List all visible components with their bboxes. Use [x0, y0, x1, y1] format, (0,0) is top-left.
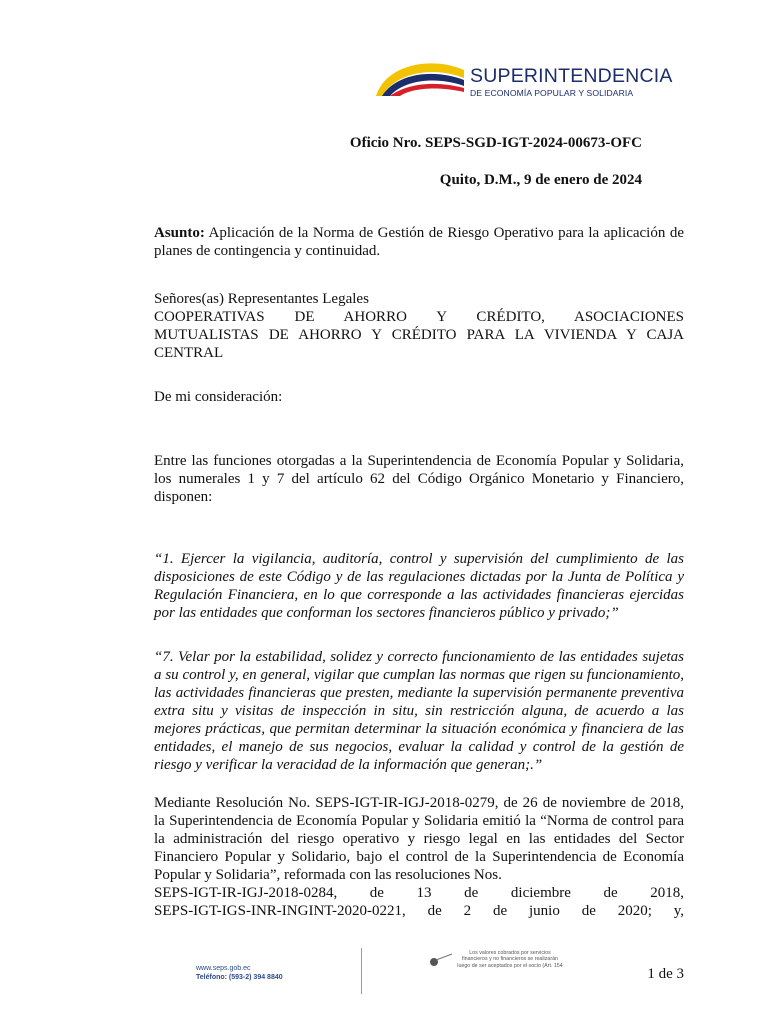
footer-phone: Teléfono: (593-2) 394 8840: [196, 974, 283, 981]
asunto-block: [154, 224, 684, 260]
seps-logo-mark-icon: [372, 56, 472, 102]
paragraph-resolution-line-2: SEPS-IGT-IR-IGJ-2018-0284, de 13 de diciembre de 2018,: [154, 885, 684, 901]
footer-note: Los valores cobrados por servicios financieros y no financieros se realizarán luego de ser aceptados por el socio (Art. 154: [457, 950, 563, 969]
recipients-line-4: CENTRAL: [154, 345, 224, 361]
recipients-line-2: COOPERATIVAS DE AHORRO Y CRÉDITO, ASOCIACIONES: [154, 309, 684, 325]
footer-website-link[interactable]: www.seps.gob.ec: [196, 965, 251, 972]
paragraph-resolution-text: Mediante Resolución No. SEPS-IGT-IR-IGJ-2018-0279, de 26 de noviembre de 2018, la Superintendencia de Economía Popular y Solidaria emitió la “Norma de control para la administración del riesgo operativo y riesgo legal en las entidades del Sector Financiero Popular y Solidario, bajo el control de la Superintendencia de Economía Popular y Solidaria”, reformada con las resoluciones Nos.: [154, 795, 684, 883]
recipients-block: [154, 290, 684, 362]
footer-pen-icon: [428, 952, 454, 968]
asunto-label: Asunto:: [154, 225, 205, 241]
greeting: De mi consideración:: [154, 389, 283, 405]
paragraph-functions: Entre las funciones otorgadas a la Superintendencia de Economía Popular y Solidaria, los numerales 1 y 7 del artículo 62 del Código Orgánico Monetario y Financiero, disponen:: [154, 453, 684, 505]
page-number: 1 de 3: [647, 966, 684, 982]
footer-divider: [361, 948, 362, 994]
logo-subtitle: DE ECONOMÍA POPULAR Y SOLIDARIA: [470, 88, 634, 98]
quote-numeral-7: “7. Velar por la estabilidad, solidez y correcto funcionamiento de las entidades sujetas a su control y, en general, vigilar que cumplan las normas que rigen su funcionamiento, las actividades financieras que presten, mediante la supervisión permanente preventiva extra situ y visitas de inspección in situ, sin restricción alguna, de acuerdo a las mejores prácticas, que permitan determinar la situación económica y financiera de las entidades, el manejo de sus negocios, evaluar la calidad y control de la gestión de riesgo y verificar la veracidad de la información que generan;.”: [154, 649, 684, 773]
recipients-line-3: MUTUALISTAS DE AHORRO Y CRÉDITO PARA LA VIVIENDA Y CAJA: [154, 327, 684, 343]
footer-contact: [196, 964, 283, 982]
logo-title: SUPERINTENDENCIA: [470, 65, 673, 87]
quote-numeral-1: “1. Ejercer la vigilancia, auditoría, control y supervisión del cumplimiento de las disposiciones de este Código y de las regulaciones dictadas por la Junta de Política y Regulación Financiera, en lo que corresponde a las actividades financieras ejercidas por las entidades que conforman los sectores financieros público y privado;”: [154, 551, 684, 621]
paragraph-resolution-line-3: SEPS-IGT-IGS-INR-INGINT-2020-0221, de 2 de junio de 2020; y,: [154, 903, 684, 919]
oficio-number: Oficio Nro. SEPS-SGD-IGT-2024-00673-OFC: [349, 135, 642, 151]
document-date: Quito, D.M., 9 de enero de 2024: [439, 172, 642, 188]
recipients-line-1: Señores(as) Representantes Legales: [154, 291, 369, 307]
paragraph-resolution: [154, 794, 684, 920]
asunto-text: Aplicación de la Norma de Gestión de Riesgo Operativo para la aplicación de planes de contingencia y continuidad.: [154, 225, 684, 259]
seps-logo: [372, 56, 682, 102]
